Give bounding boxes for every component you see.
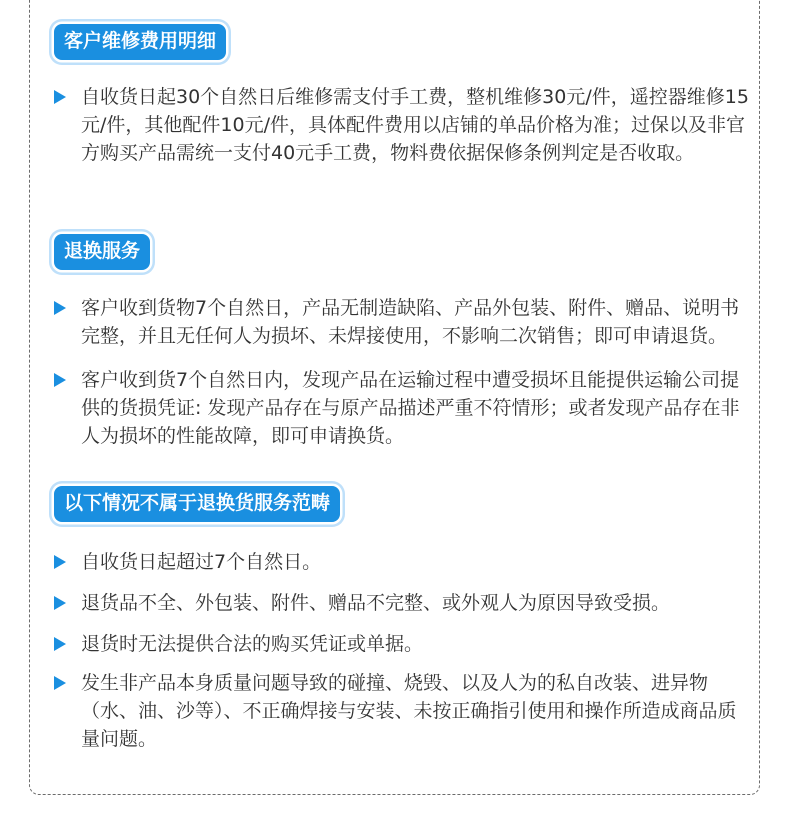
section-title-return-exchange: 退换服务: [54, 234, 150, 270]
section-title-exclusions: 以下情况不属于退换货服务范畴: [54, 486, 340, 522]
triangle-right-icon: [54, 676, 66, 690]
triangle-right-icon: [54, 637, 66, 651]
triangle-right-icon: [54, 373, 66, 387]
triangle-right-icon: [54, 596, 66, 610]
list-item-text: 客户收到货7个自然日内，发现产品在运输过程中遭受损坏且能提供运输公司提供的货损凭证: 发现产品存在与原产品描述严重不符情形；或者发现产品存在非人为损坏的性能故障，即可申请换货。: [81, 369, 740, 447]
list-item-text: 客户收到货物7个自然日，产品无制造缺陷、产品外包装、附件、赠品、说明书完整，并且无任何人为损坏、未焊接使用，不影响二次销售；即可申请退货。: [81, 297, 740, 347]
list-item-text: 自收货日起超过7个自然日。: [81, 551, 322, 573]
triangle-right-icon: [54, 301, 66, 315]
triangle-right-icon: [54, 90, 66, 104]
list-item-text: 退货时无法提供合法的购买凭证或单据。: [81, 633, 424, 655]
list-item-text: 退货品不全、外包装、附件、赠品不完整、或外观人为原因导致受损。: [81, 592, 671, 614]
list-item-text: 发生非产品本身质量问题导致的碰撞、烧毁、以及人为的私自改装、进异物（水、油、沙等）、不正确焊接与安装、未按正确指引使用和操作所造成商品质量问题。: [81, 672, 737, 750]
list-item-text: 自收货日起30个自然日后维修需支付手工费，整机维修30元/件，遥控器维修15元/件，其他配件10元/件，具体配件费用以店铺的单品价格为准；过保以及非官方购买产品需统一支付40元手工费，物料费依据保修条例判定是否收取。: [81, 86, 749, 164]
triangle-right-icon: [54, 555, 66, 569]
section-title-repair-fees: 客户维修费用明细: [54, 24, 226, 60]
